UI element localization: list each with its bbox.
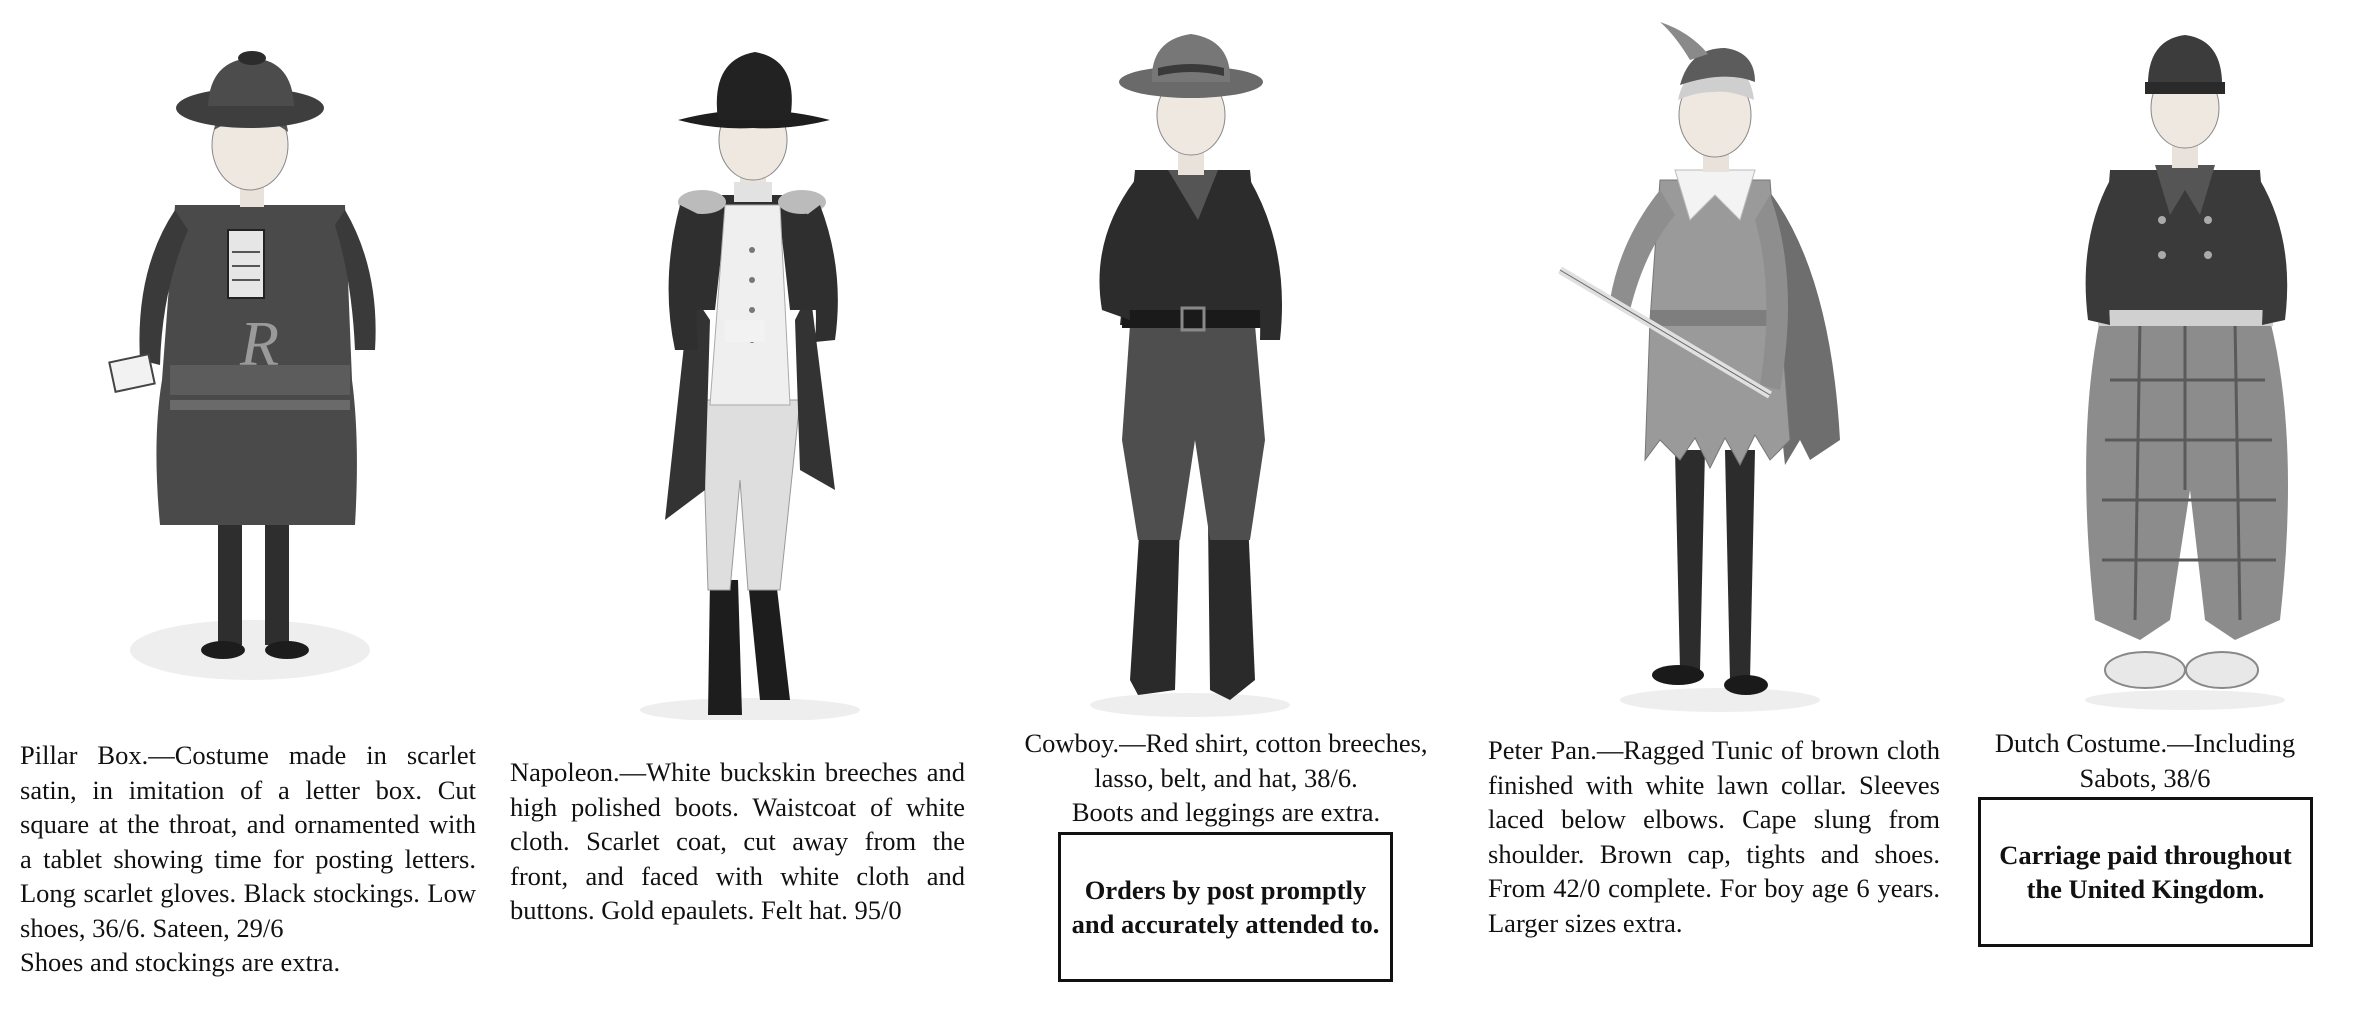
napoleon-figure bbox=[630, 20, 890, 720]
pillar-box-caption bbox=[20, 738, 476, 980]
pillar-box-figure bbox=[90, 20, 390, 720]
orders-by-post-notice bbox=[1058, 832, 1393, 982]
dutch-costume-figure bbox=[2040, 20, 2330, 720]
orders-by-post-text: Orders by post promptly and accurately attended to. bbox=[1071, 874, 1380, 939]
svg-text:R: R bbox=[240, 308, 280, 379]
dutch-costume-caption bbox=[1975, 726, 2315, 795]
peter-pan-description: Peter Pan.—Ragged Tunic of brown cloth finished with white lawn collar. Sleeves laced below elbows. Cape slung from shoulder. Brown cap, tights and shoes. From 42/0 complete. For boy age 6 years. Larger sizes extra. bbox=[1488, 735, 1940, 938]
napoleon-illustration bbox=[630, 20, 890, 720]
carriage-paid-notice bbox=[1978, 797, 2313, 947]
dutch-costume-description: Dutch Costume.—Including Sabots, 38/6 bbox=[1994, 728, 2296, 793]
cowboy-caption bbox=[996, 726, 1456, 830]
cowboy-figure bbox=[1050, 20, 1330, 720]
pillar-box-extras-note: Shoes and stockings are extra. bbox=[20, 947, 341, 977]
cowboy-illustration bbox=[1050, 20, 1330, 720]
cowboy-description: Cowboy.—Red shirt, cotton breeches, lasso, belt, and hat, 38/6. bbox=[1024, 728, 1428, 793]
cowboy-extras-note: Boots and leggings are extra. bbox=[1071, 797, 1381, 827]
napoleon-caption bbox=[510, 755, 965, 928]
carriage-paid-text: Carriage paid throughout the United Kingdom. bbox=[1999, 839, 2292, 904]
pillar-box-description: Pillar Box.—Costume made in scarlet satin, in imitation of a letter box. Cut square at the throat, and ornamented with a tablet showing time for posting letters. Long scarlet gloves. Black stockings. Low shoes, 36/6. Sateen, 29/6 bbox=[20, 740, 476, 943]
peter-pan-caption bbox=[1488, 733, 1940, 940]
pillar-box-illustration bbox=[90, 20, 390, 720]
napoleon-description: Napoleon.—White buckskin breeches and high polished boots. Waistcoat of white cloth. Scarlet coat, cut away from the front, and faced with white cloth and buttons. Gold epaulets. Felt hat. 95/0 bbox=[510, 757, 965, 925]
dutch-costume-illustration bbox=[2040, 20, 2330, 720]
peter-pan-illustration bbox=[1540, 20, 1870, 720]
peter-pan-figure bbox=[1540, 20, 1870, 720]
